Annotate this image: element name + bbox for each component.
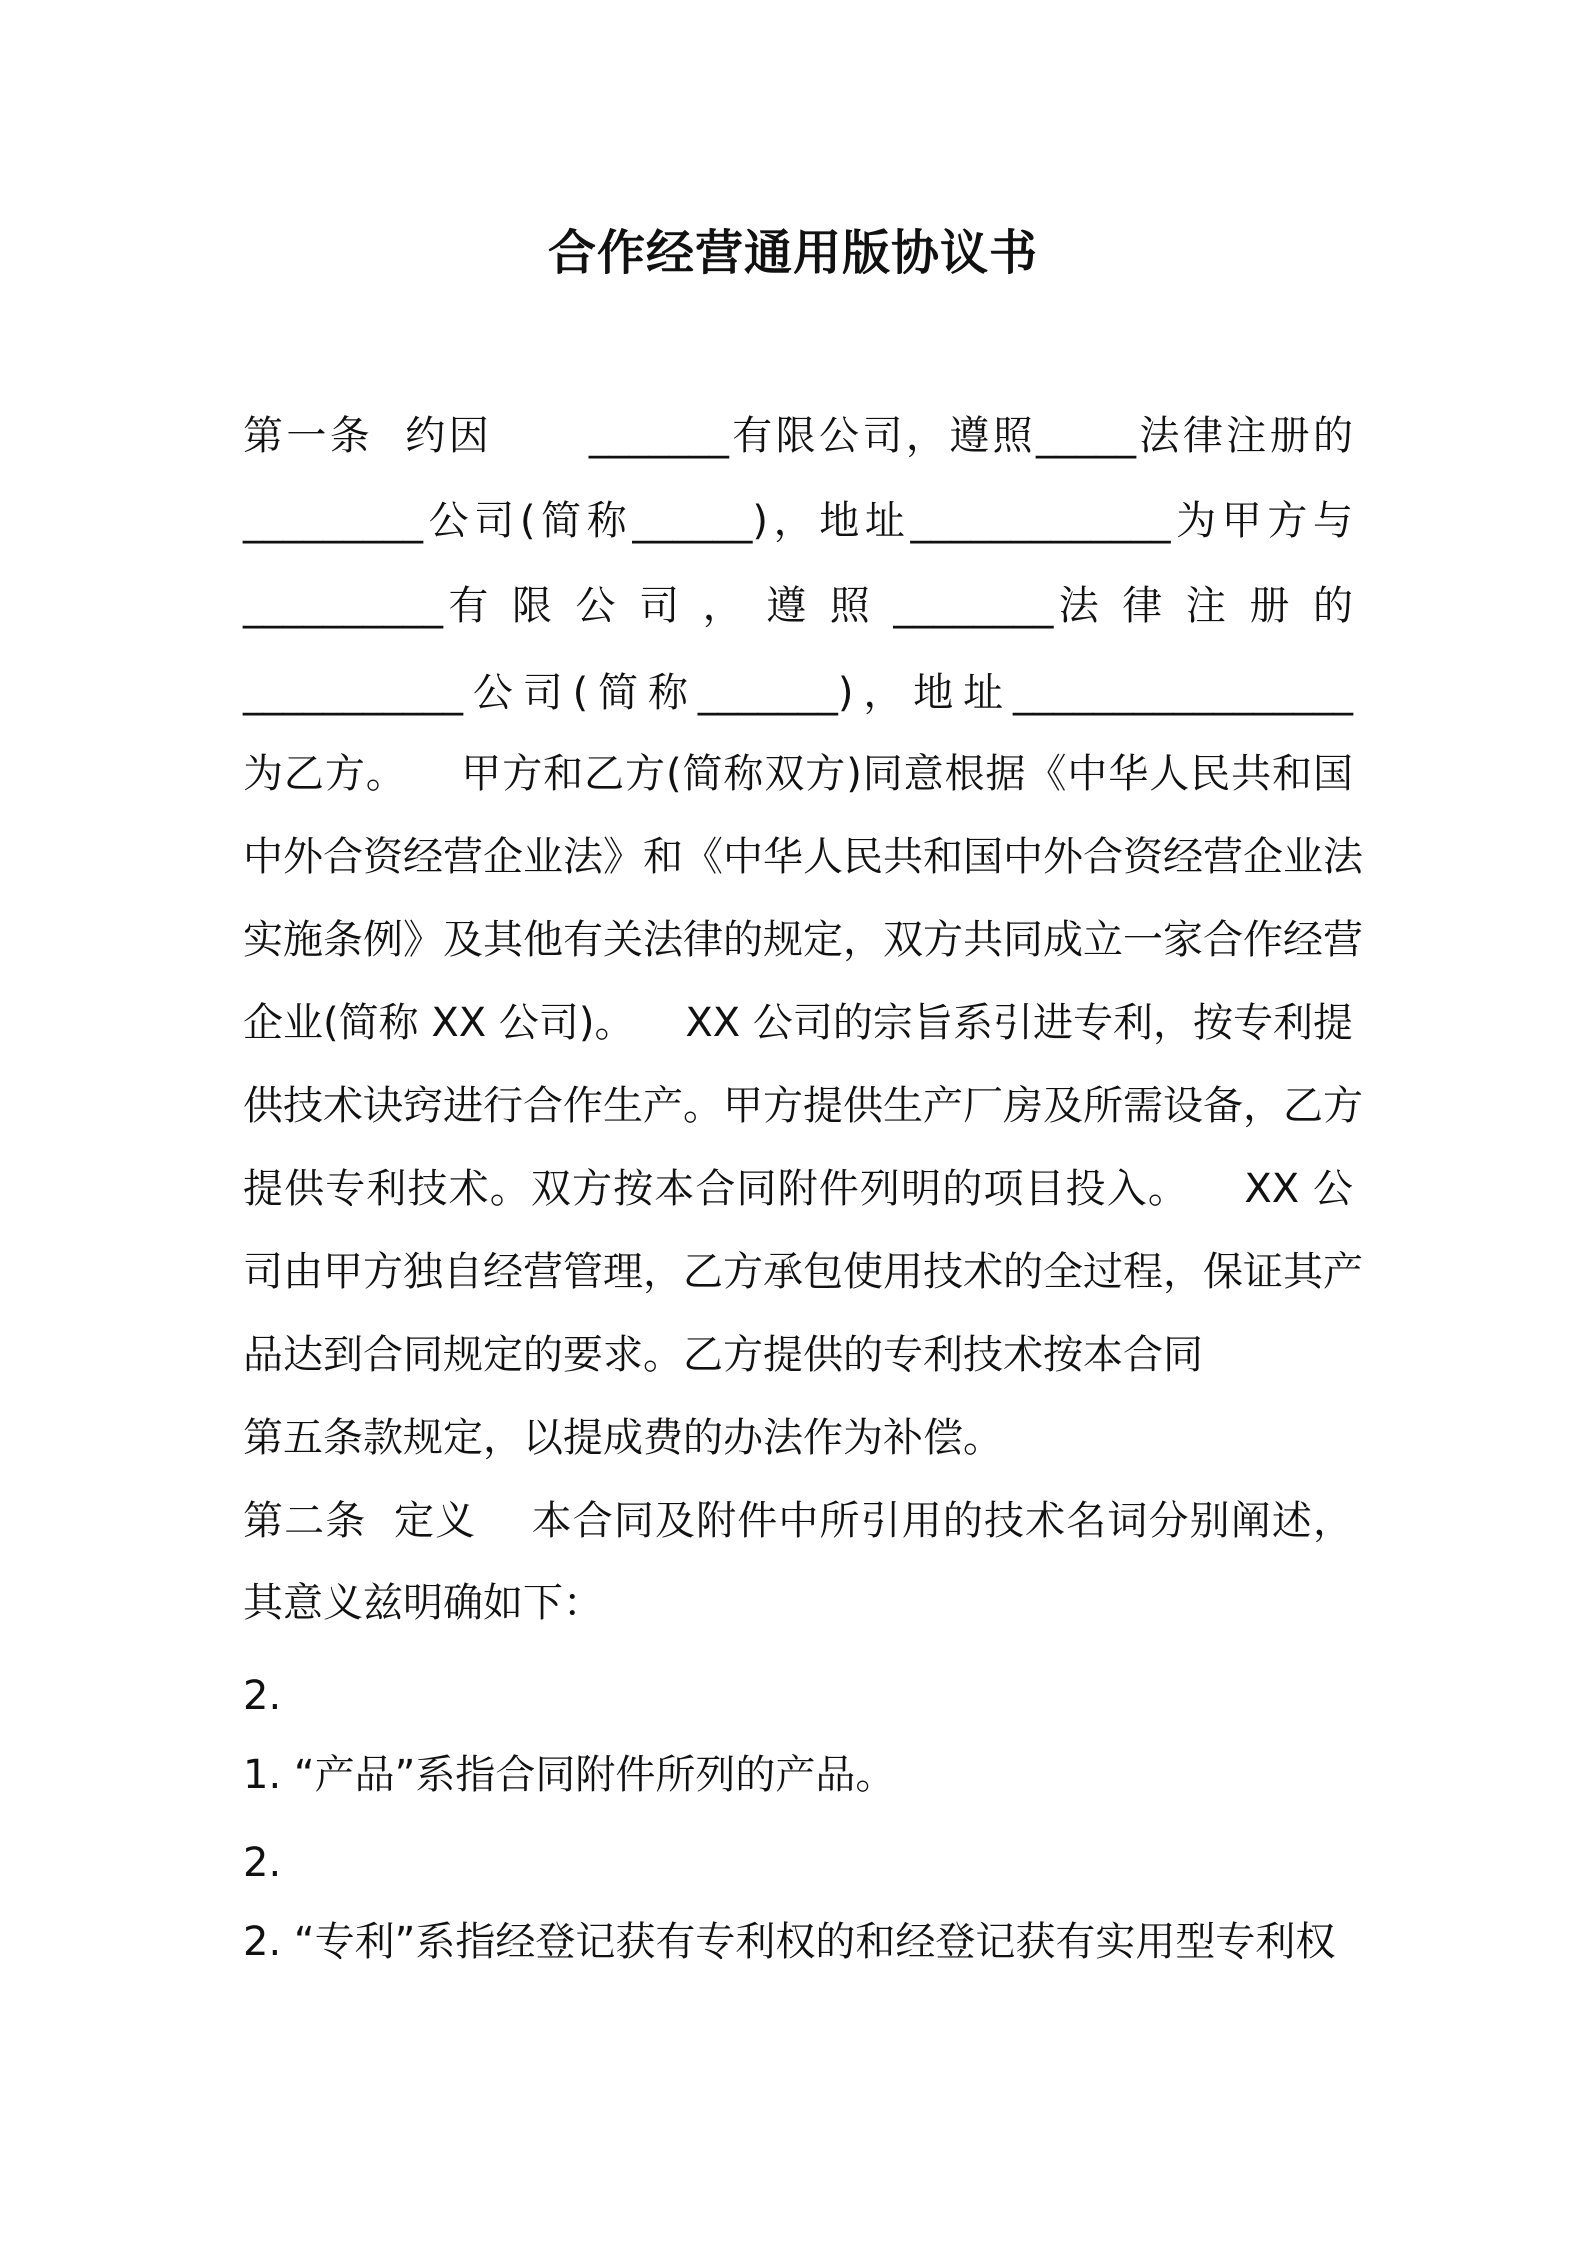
body-line: 第二条 定义 本合同及附件中所引用的技术名词分别阐述， xyxy=(243,1498,1353,1544)
body-line: 第一条 约因 _______有限公司，遵照_____法律注册的 xyxy=(243,413,1353,459)
body-line: 1. “产品”系指合同附件所列的产品。 xyxy=(243,1752,896,1798)
body-line: 企业(简称 XX 公司)。 XX 公司的宗旨系引进专利，按专利提 xyxy=(243,1000,1353,1046)
body-line: 2. “专利”系指经登记获有专利权的和经登记获有实用型专利权 xyxy=(243,1919,1336,1965)
body-line: 品达到合同规定的要求。乙方提供的专利技术按本合同 xyxy=(243,1332,1203,1378)
body-line: ___________公司(简称_______)，地址_________________ xyxy=(243,670,1353,716)
body-line: 中外合资经营企业法》和《中华人民共和国中外合资经营企业法 xyxy=(243,834,1363,880)
body-line: 第五条款规定，以提成费的办法作为补偿。 xyxy=(243,1415,1003,1461)
body-line: 供技术诀窍进行合作生产。甲方提供生产厂房及所需设备，乙方 xyxy=(243,1083,1363,1129)
body-line: _________公司(简称______)，地址_____________为甲方与 xyxy=(243,498,1353,544)
body-line: 提供专利技术。双方按本合同附件列明的项目投入。 XX 公 xyxy=(243,1166,1353,1212)
body-line: 其意义兹明确如下： xyxy=(243,1580,603,1626)
body-line: 实施条例》及其他有关法律的规定，双方共同成立一家合作经营 xyxy=(243,917,1363,963)
body-line: 2. xyxy=(243,1840,282,1886)
body-line: 司由甲方独自经营管理，乙方承包使用技术的全过程，保证其产 xyxy=(243,1249,1363,1295)
body-line: 2. xyxy=(243,1673,282,1719)
body-line: 为乙方。 甲方和乙方(简称双方)同意根据《中华人民共和国 xyxy=(243,751,1353,797)
body-line: __________有 限 公 司 ， 遵 照 ________法 律 注 册 的 xyxy=(243,583,1353,629)
document-title: 合作经营通用版协议书 xyxy=(547,225,1038,281)
